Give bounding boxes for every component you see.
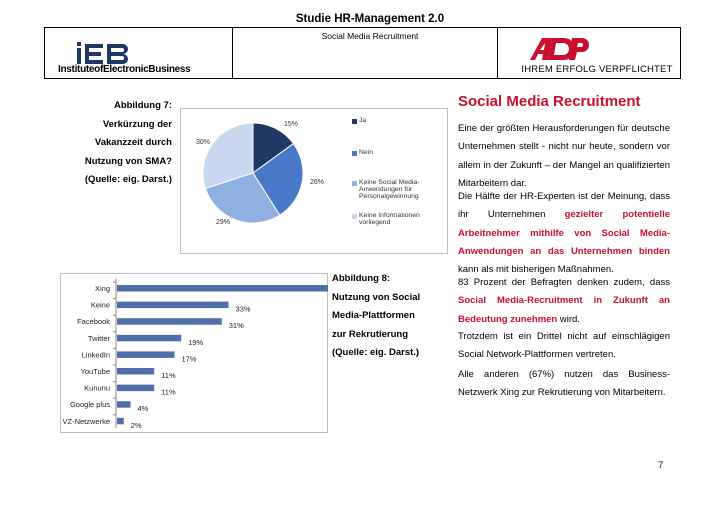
figure1-caption [80, 97, 172, 190]
caption-line: Verkürzung der [102, 118, 172, 130]
legend-swatch [352, 151, 357, 156]
bar-value-label: 4% [137, 404, 149, 414]
legend-swatch [352, 214, 357, 219]
bar [117, 335, 181, 342]
header-subtitle: Social Media Recruitment [321, 31, 419, 41]
caption-line: (Quelle: eig. Darst.) [84, 174, 172, 185]
adp-tagline: IHREM ERFOLG VERPFLICHTET [521, 64, 673, 75]
category-label: Keine [90, 300, 110, 310]
category-label: LinkedIn [81, 350, 110, 360]
header-title: Studie HR-Management 2.0 [295, 13, 445, 25]
bar-value-label: 17% [181, 354, 197, 364]
section-title: Social Media Recruitment [458, 93, 641, 110]
bar [117, 385, 154, 392]
category-label: VZ-Netzwerke [62, 416, 110, 426]
ieb-logo-text: InstituteofElectronicBusiness [58, 64, 191, 75]
category-label: Google plus [69, 400, 110, 410]
pie-chart [180, 108, 448, 254]
bar [117, 302, 229, 309]
caption-line: Nutzung von Social [332, 291, 421, 303]
bar-value-label: 19% [188, 337, 204, 347]
legend-label: Keine Social Media-Anwendungen für Personalgewinnung [359, 179, 420, 200]
legend-entry [359, 179, 443, 209]
caption-line: (Quelle: eig. Darst.) [332, 347, 420, 358]
paragraph-text: Die Hälfte der HR-Experten ist der Meinung, dass ihr Unternehmen [458, 191, 670, 221]
header-divider [497, 28, 498, 78]
caption-line: Media-Plattformen [332, 310, 415, 321]
paragraph-text: wird. [557, 313, 580, 325]
bar-value-label: 11% [161, 371, 176, 380]
bar-value-label: 31% [228, 321, 244, 331]
bar [117, 401, 131, 408]
bar [117, 418, 124, 425]
bar [117, 368, 154, 375]
legend-entry [359, 117, 443, 147]
bar [117, 318, 222, 325]
paragraph-3 [458, 274, 670, 329]
bar-value-label: 11% [161, 387, 176, 397]
figure2-caption [332, 270, 442, 363]
pie-value-label: 30% [196, 139, 211, 146]
paragraph-1: Eine der größten Herausforderungen für deutsche Unternehmen stellt - nicht nur heute, sondern vor allem in der Zukunft – der Mangel an qualifizierten Mitarbeitern dar. [458, 123, 670, 189]
legend-swatch [352, 119, 357, 124]
caption-line: Nutzung von SMA? [84, 155, 172, 167]
pie-value-label: 29% [216, 219, 231, 226]
page-number: 7 [658, 460, 664, 471]
legend-swatch [352, 181, 357, 186]
legend-label: Keine Informationen vorliegend [359, 212, 420, 226]
legend-entry [359, 212, 443, 242]
bar [117, 351, 174, 358]
highlight-text: gezielter potentielle Arbeitnehmer mithilfe von Social Media-Anwendungen an das Unternehmen binden [458, 209, 670, 257]
paragraph-5: Alle anderen (67%) nutzen das Business-Netzwerk Xing zur Rekrutierung von Mitarbeitern. [458, 369, 670, 399]
category-label: Twitter [87, 333, 110, 343]
caption-line: Vakanzzeit durch [94, 137, 172, 148]
adp-logo [528, 36, 592, 62]
pie-value-label: 15% [284, 121, 299, 128]
highlight-text: Social Media-Recruitment in Zukunft an Bedeutung zunehmen [458, 295, 670, 325]
caption-line: zur Rekrutierung [332, 328, 409, 340]
paragraph-4: Trotzdem ist ein Drittel nicht auf einschlägigen Social Network-Plattformen vertreten. [458, 331, 670, 361]
bar [117, 285, 328, 292]
caption-line: Abbildung 8: [332, 273, 391, 284]
legend-entry [359, 149, 443, 179]
category-label: Facebook [77, 317, 110, 327]
bar-value-label: 2% [130, 420, 142, 430]
header-divider [232, 28, 233, 78]
pie-value-label: 26% [310, 179, 325, 186]
bar-chart [60, 273, 328, 433]
paragraph-2 [458, 188, 670, 279]
bar-value-label: 33% [235, 304, 251, 314]
caption-line: Abbildung 7: [113, 100, 172, 111]
legend-label: Nein [359, 149, 373, 156]
category-label: Xing [94, 284, 110, 293]
paragraph-text: 83 Prozent der Befragten denken zudem, dass [458, 277, 670, 288]
category-label: Kununu [84, 383, 110, 393]
category-label: YouTube [80, 367, 110, 376]
paragraph-text: kann als mit bisherigen Maßnahmen. [458, 264, 614, 276]
legend-label: Ja [359, 117, 367, 124]
